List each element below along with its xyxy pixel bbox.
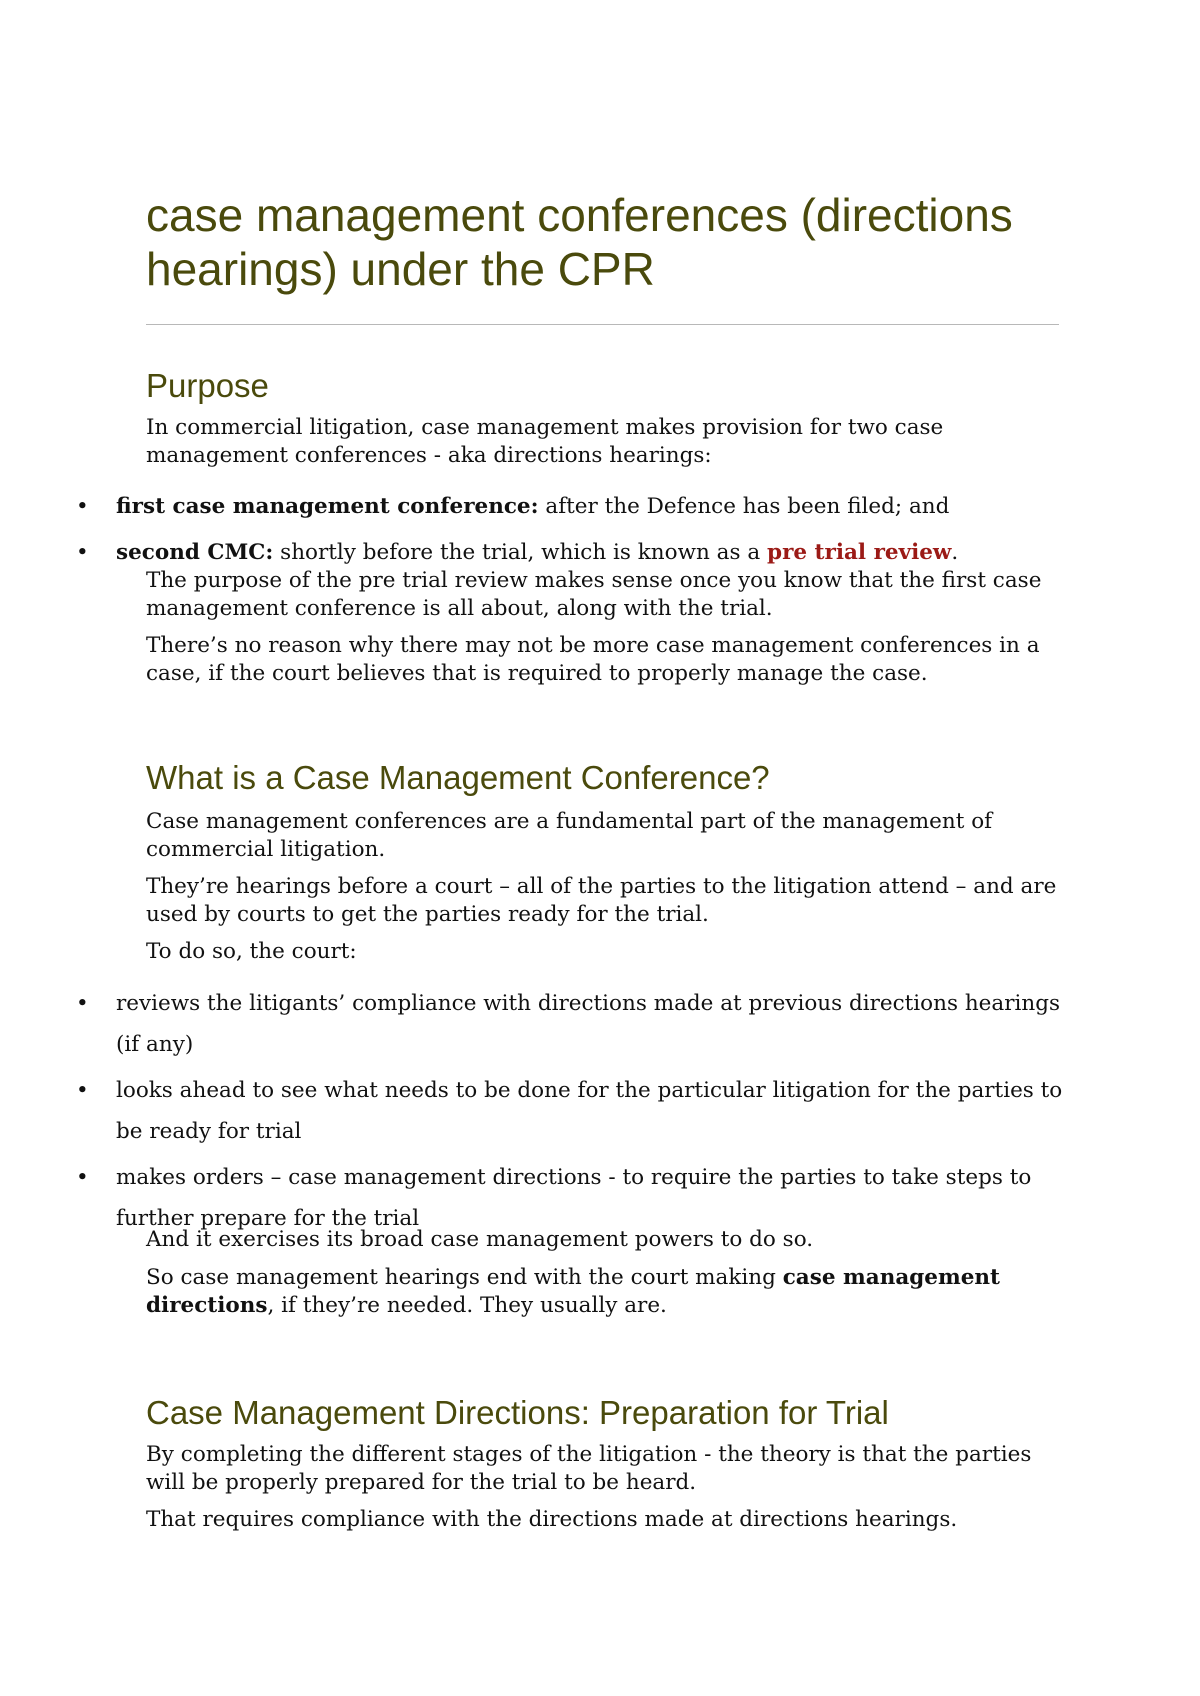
court-action-item-1: reviews the litigants’ compliance with directions made at previous directions hearings (if any) [116, 991, 1061, 1057]
first-cmc-label: first case management conference: [116, 494, 539, 519]
para5-start: So case management hearings end with the court making [146, 1265, 783, 1290]
bullet-glyph: • [76, 1078, 89, 1103]
bullet-glyph: • [76, 991, 89, 1016]
purpose-paragraph-2: There’s no reason why there may not be more case management conferences in a case, if the court believes that is required to properly manage the case. [146, 633, 1040, 686]
second-cmc-text: shortly before the trial, which is known as a [273, 540, 768, 565]
bullet-glyph: • [76, 1165, 89, 1190]
court-action-item-2: looks ahead to see what needs to be done for the particular litigation for the parties to be ready for trial [116, 1078, 1063, 1144]
what-paragraph-4: And it exercises its broad case management powers to do so. [146, 1227, 814, 1252]
first-cmc-text: after the Defence has been filed; and [538, 494, 950, 519]
preparation-heading: Case Management Directions: Preparation for Trial [146, 1394, 889, 1431]
bullet-glyph: • [76, 540, 89, 565]
pre-trial-review-highlight: pre trial review [767, 540, 952, 565]
what-paragraph-3: To do so, the court: [146, 939, 357, 964]
prep-paragraph-2: That requires compliance with the directions made at directions hearings. [146, 1507, 958, 1532]
case-management-directions-bold: case management directions [146, 1265, 1000, 1318]
para5-end: , if they’re needed. They usually are. [267, 1293, 667, 1318]
title-divider [146, 324, 1059, 325]
court-action-item-3: makes orders – case management directions - to require the parties to take steps to further prepare for the trial [116, 1165, 1032, 1231]
what-paragraph-2: They’re hearings before a court – all of the parties to the litigation attend – and are used by courts to get the parties ready for the trial. [146, 874, 1057, 927]
second-cmc-end: . [951, 540, 959, 565]
what-paragraph-1: Case management conferences are a fundamental part of the management of commercial litigation. [146, 809, 993, 862]
page-title: case management conferences (directions hearings) under the CPR [146, 189, 1013, 295]
purpose-heading: Purpose [146, 367, 269, 404]
purpose-paragraph-1: The purpose of the pre trial review makes sense once you know that the first case management conference is all about, along with the trial. [146, 568, 1042, 621]
purpose-intro: In commercial litigation, case management makes provision for two case management conferences - aka directions hearings: [146, 415, 944, 468]
what-paragraph-5 [146, 1264, 1066, 1320]
second-cmc-label: second CMC: [116, 540, 274, 565]
prep-paragraph-1: By completing the different stages of the litigation - the theory is that the parties will be properly prepared for the trial to be heard. [146, 1442, 1032, 1495]
purpose-list-item-second-cmc [116, 539, 1066, 567]
purpose-list-item-first-cmc [116, 493, 1066, 521]
bullet-glyph: • [76, 494, 89, 519]
what-is-cmc-heading: What is a Case Management Conference? [146, 759, 770, 796]
